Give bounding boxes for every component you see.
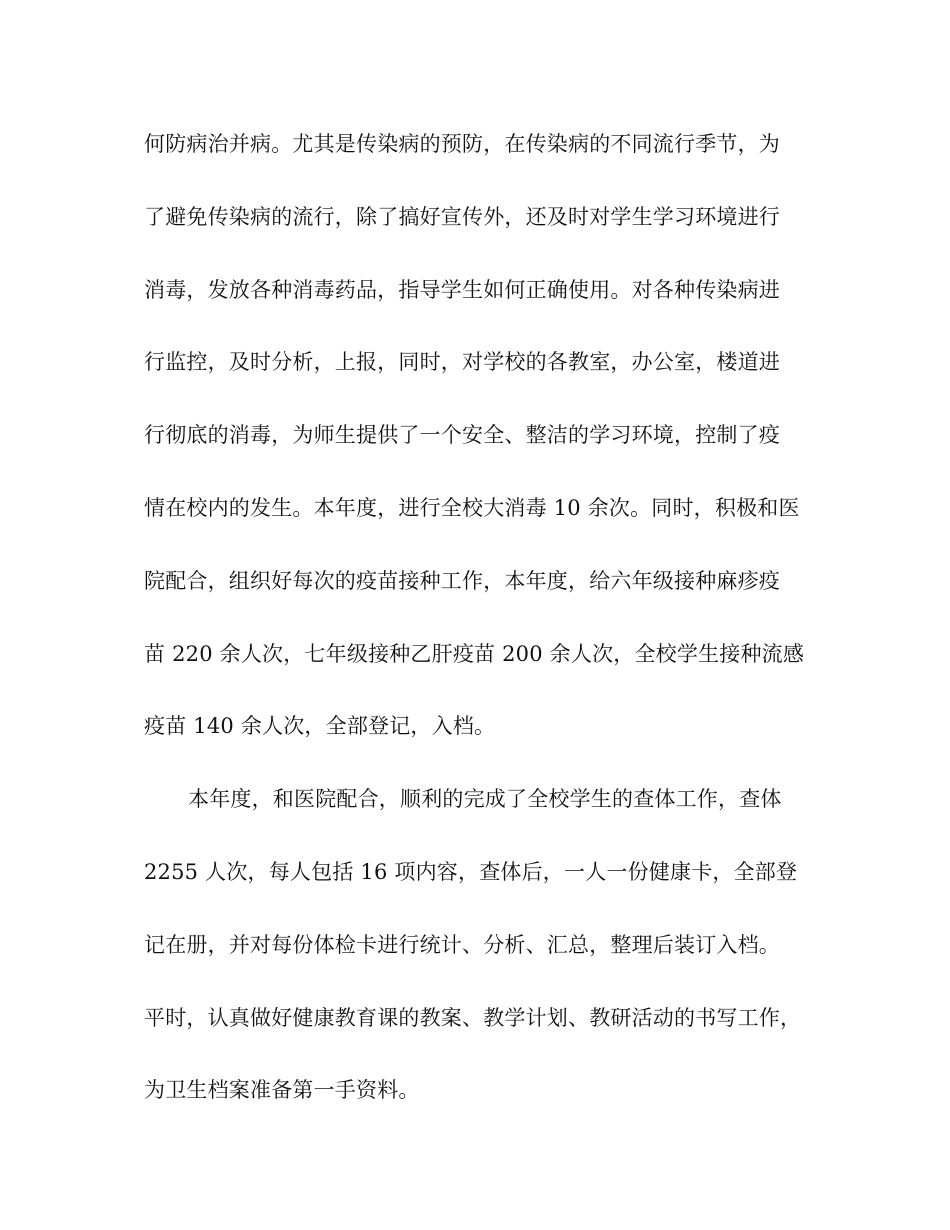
text-line: 为卫生档案准备第一手资料。 — [144, 1078, 420, 1103]
text-line: 记在册，并对每份体检卡进行统计、分析、汇总，整理后装订入档。 — [144, 932, 780, 957]
text-line: 2255 人次，每人包括 16 项内容，查体后，一人一份健康卡，全部登 — [144, 859, 798, 884]
text-line: 消毒，发放各种消毒药品，指导学生如何正确使用。对各种传染病进 — [144, 277, 780, 302]
text-line: 疫苗 140 余人次，全部登记，入档。 — [144, 714, 496, 739]
document-body — [144, 126, 814, 1145]
text-line: 平时，认真做好健康教育课的教案、教学计划、教研活动的书写工作， — [144, 1005, 802, 1030]
paragraph-start-line: 本年度，和医院配合，顺利的完成了全校学生的查体工作，查体 — [188, 787, 782, 812]
text-line: 行监控，及时分析，上报，同时，对学校的各教室，办公室，楼道进 — [144, 350, 780, 375]
text-line: 情在校内的发生。本年度，进行全校大消毒 10 余次。同时，积极和医 — [144, 495, 800, 520]
text-line: 了避免传染病的流行，除了搞好宣传外，还及时对学生学习环境进行 — [144, 204, 780, 229]
text-line: 院配合，组织好每次的疫苗接种工作，本年度，给六年级接种麻疹疫 — [144, 568, 780, 593]
text-line: 何防病治并病。尤其是传染病的预防，在传染病的不同流行季节，为 — [144, 132, 780, 156]
text-line: 行彻底的消毒，为师生提供了一个安全、整洁的学习环境，控制了疫 — [144, 423, 780, 448]
text-line: 苗 220 余人次，七年级接种乙肝疫苗 200 余人次，全校学生接种流感 — [144, 641, 805, 666]
